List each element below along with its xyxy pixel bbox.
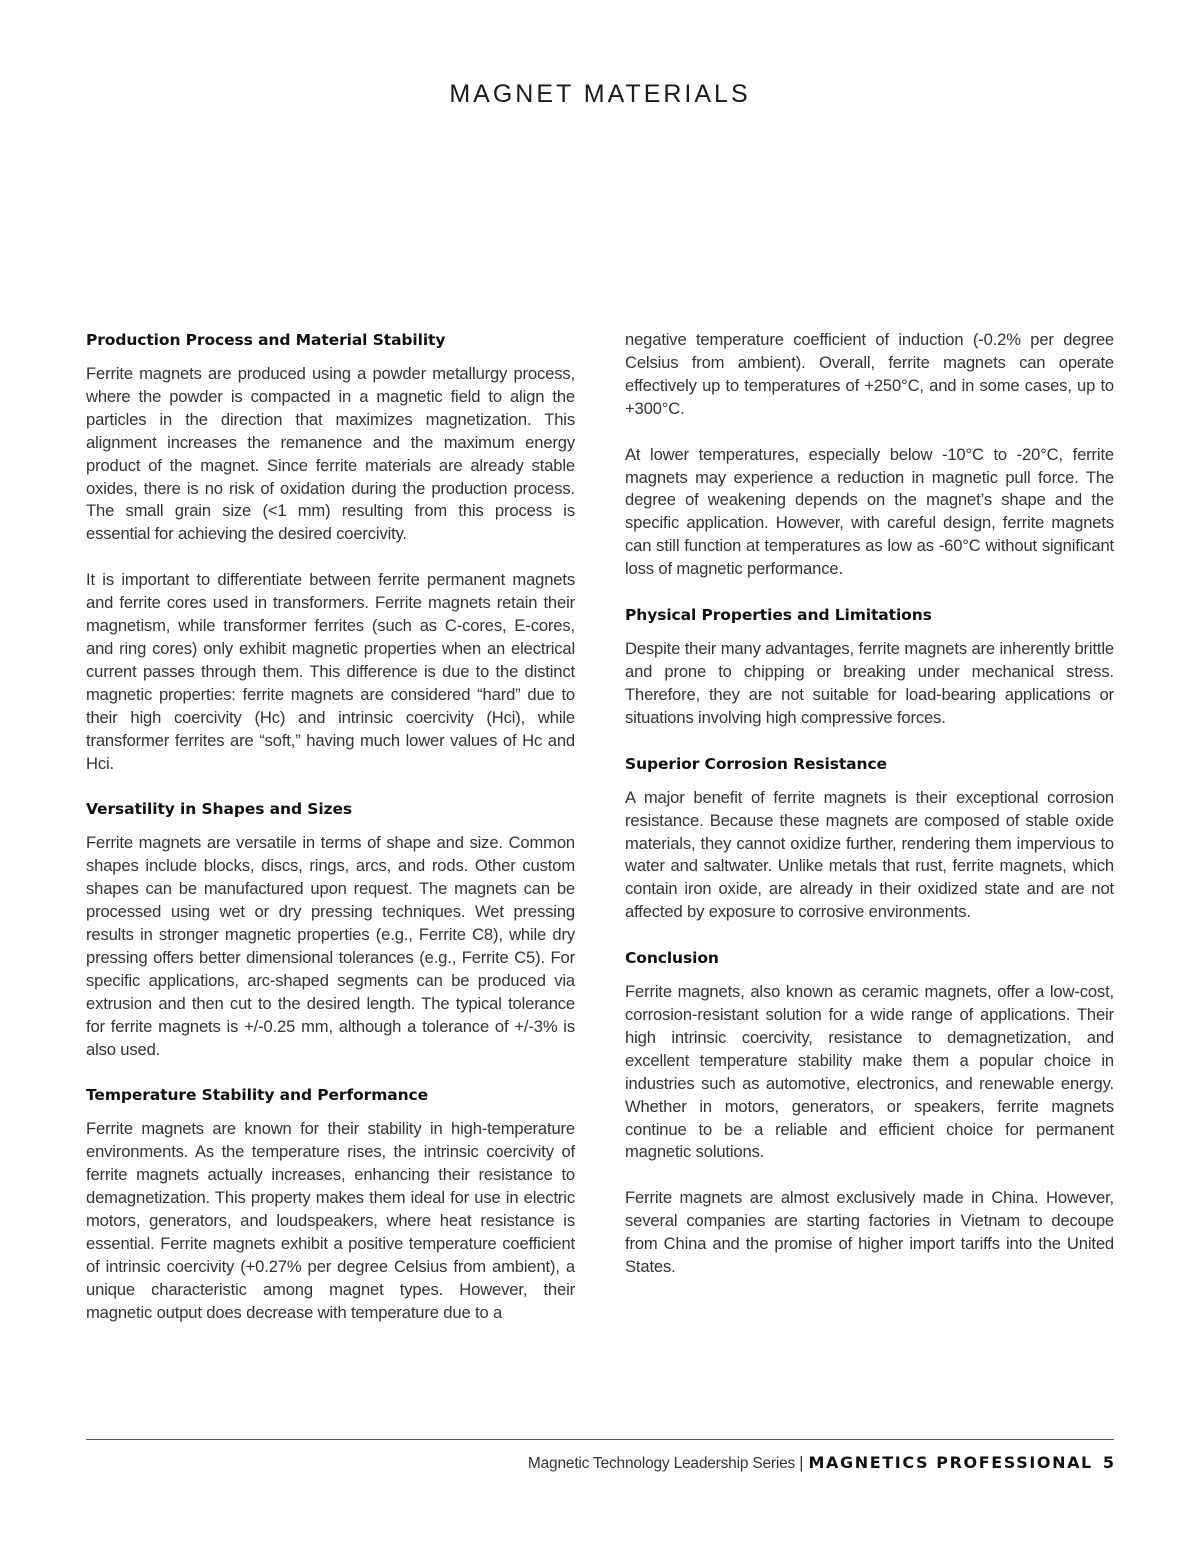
section-heading: Conclusion [625,949,719,968]
section-heading: Superior Corrosion Resistance [625,754,887,773]
paragraph: Despite their many advantages, ferrite magnets are inherently brittle and prone to chipping or breaking under mechanical stress. Therefore, they are not suitable for load-bearing applications or situations involving high compressive forces. [625,639,1114,727]
paragraph: Ferrite magnets, also known as ceramic magnets, offer a low-cost, corrosion-resistant solution for a wide range of applications. Their high intrinsic coercivity, resistance to demagnetization, and excellent temperature stability make them a popular choice in industries such as automotive, electronics, and renewable energy. Whether in motors, generators, or speakers, ferrite magnets continue to be a reliable and efficient choice for permanent magnetic solutions. [625,982,1114,1162]
paragraph: Ferrite magnets are known for their stability in high-temperature environments. As the temperature rises, the intrinsic coercivity of ferrite magnets actually increases, enhancing their resistance to demagnetization. This property makes them ideal for use in electric motors, generators, and loudspeakers, where heat resistance is essential. Ferrite magnets exhibit a positive temperature coefficient of intrinsic coercivity (+0.27% per degree Celsius from ambient), a unique characteristic among magnet types. However, their magnetic output does decrease with temperature due to a [86,1119,575,1322]
footer-separator: | [799,1453,804,1472]
section-heading: Versatility in Shapes and Sizes [86,800,353,819]
footer-divider [86,1439,1114,1440]
paragraph: Ferrite magnets are almost exclusively made in China. However, several companies are starting factories in Vietnam to decoupe from China and the promise of higher import tariffs into the United States. [625,1188,1114,1277]
paragraph: A major benefit of ferrite magnets is their exceptional corrosion resistance. Because these magnets are composed of stable oxide materials, they cannot oxidize further, rendering them impervious to water and saltwater. Unlike metals that rust, ferrite magnets, which contain iron oxide, are already in their oxidized state and are not affected by exposure to corrosive environments. [625,787,1114,922]
footer-series-name: Magnetic Technology Leadership Series [527,1455,796,1472]
page-footer [528,1453,1114,1473]
section-versatility [86,798,575,1061]
paragraph: Ferrite magnets are produced using a powder metallurgy process, where the powder is compacted in a magnetic field to align the particles in the direction that maximizes magnetization. This alignment increases the remanence and the maximum energy product of the magnet. Since ferrite materials are already stable oxides, there is no risk of oxidation during the production process. The small grain size (<1 mm) resulting from this process is essential for achieving the desired coercivity. [86,364,575,544]
page-number: 5 [1102,1453,1114,1472]
paragraph: negative temperature coefficient of induction (-0.2% per degree Celsius from ambient). Overall, ferrite magnets can operate effectively up to temperatures of +250°C, and in some cases, up to +300°C. [625,330,1114,418]
section-production-process [86,329,575,775]
section-physical-properties [625,604,1114,730]
section-temperature-stability [86,1084,575,1324]
page-title: MAGNET MATERIALS [449,80,751,108]
paragraph: At lower temperatures, especially below -10°C to -20°C, ferrite magnets may experience a reduction in magnetic pull force. The degree of weakening depends on the magnet’s shape and the specific application. However, with careful design, ferrite magnets can still function at temperatures as low as -60°C without significant loss of magnetic performance. [625,444,1114,579]
paragraph: Ferrite magnets are versatile in terms of shape and size. Common shapes include blocks, discs, rings, arcs, and rods. Other custom shapes can be manufactured upon request. The magnets can be processed using wet or dry pressing techniques. Wet pressing results in stronger magnetic properties (e.g., Ferrite C8), while dry pressing offers better dimensional tolerances (e.g., Ferrite C5). For specific applications, arc-shaped segments can be produced via extrusion and then cut to the desired length. The typical tolerance for ferrite magnets is +/-0.25 mm, although a tolerance of +/-3% is also used. [86,833,575,1059]
paragraph: It is important to differentiate between ferrite permanent magnets and ferrite cores used in transformers. Ferrite magnets retain their magnetism, while transformer ferrites (such as C-cores, E-cores, and ring cores) only exhibit magnetic properties when an electrical current passes through them. This difference is due to the distinct magnetic properties: ferrite magnets are considered “hard” due to their high coercivity (Hc) and intrinsic coercivity (Hci), while transformer ferrites are “soft,” having much lower values of Hc and Hci. [86,570,575,773]
section-conclusion [625,947,1114,1279]
section-corrosion-resistance [625,753,1114,924]
left-column [86,329,575,1325]
footer-brand: MAGNETICS PROFESSIONAL [808,1453,1093,1472]
section-heading: Production Process and Material Stability [86,331,446,349]
section-heading: Temperature Stability and Performance [86,1086,429,1105]
section-temperature-continuation [625,329,1114,581]
section-heading: Physical Properties and Limitations [625,606,932,625]
right-column [625,329,1114,1279]
